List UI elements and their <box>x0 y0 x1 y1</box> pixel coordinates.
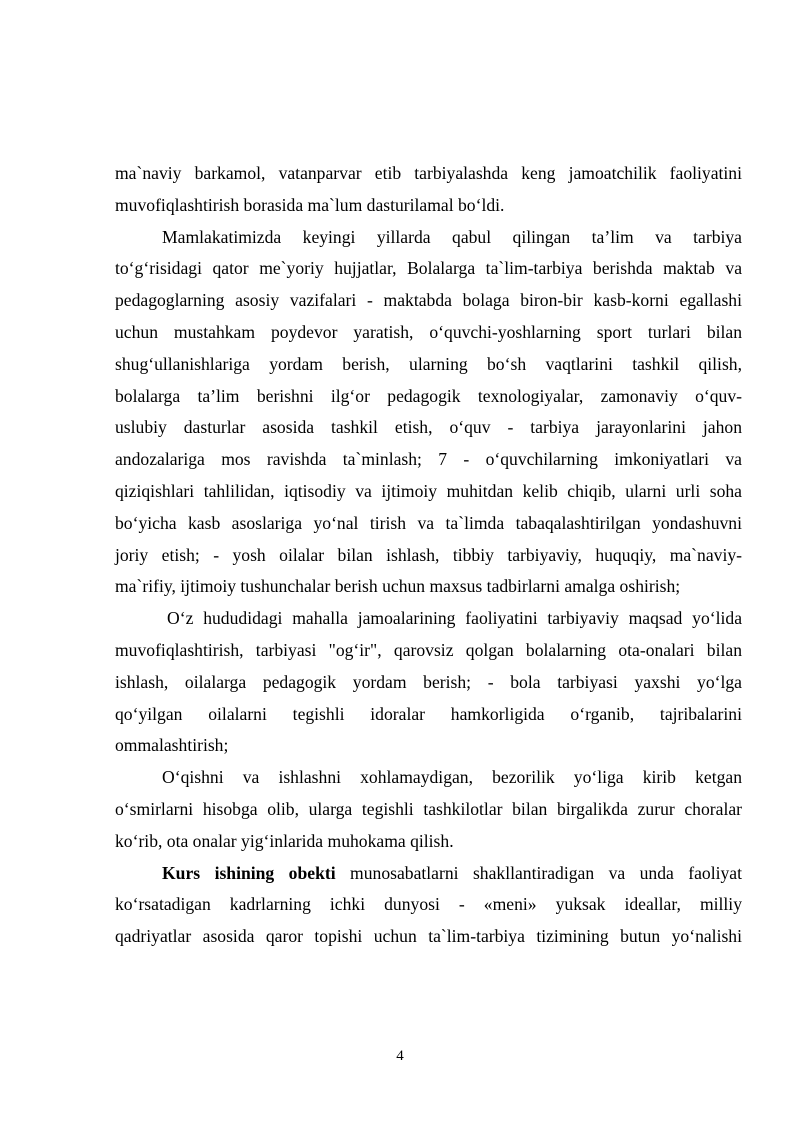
text-line: andozalariga mos ravishda ta`minlash; 7 - o‘quvchilarning imkoniyatlari va <box>115 449 742 470</box>
text-line: qiziqishlari tahlilidan, iqtisodiy va ijtimoiy muhitdan kelib chiqib, ularni urli soha <box>115 480 742 501</box>
text-line: uchun mustahkam poydevor yaratish, o‘quvchi-yoshlarning sport turlari bilan <box>115 321 742 342</box>
document-body <box>115 158 742 953</box>
text-line: ko‘rsatadigan kadrlarning ichki dunyosi - «meni» yuksak ideallar, milliy <box>115 894 742 915</box>
text-line: ma`rifiy, ijtimoiy tushunchalar berish uchun maxsus tadbirlarni amalga oshirish; <box>115 576 681 597</box>
text-line: muvofiqlashtirish, tarbiyasi "og‘ir", qarovsiz qolgan bolalarning ota-onalari bilan <box>115 639 742 660</box>
text-line: bolalarga ta’lim berishni ilg‘or pedagogik texnologiyalar, zamonaviy o‘quv- <box>115 385 742 406</box>
paragraph-start <box>115 858 742 890</box>
text-line: pedagoglarning asosiy vazifalari - maktabda bolaga biron-bir kasb-korni egallashi <box>115 290 742 311</box>
text-line: ko‘rib, ota onalar yig‘inlarida muhokama qilish. <box>115 830 454 851</box>
text-line: muvofiqlashtirish borasida ma`lum dasturilamal bo‘ldi. <box>115 194 505 215</box>
paragraph-start: Mamlakatimizda keyingi yillarda qabul qilingan ta’lim va tarbiya <box>162 226 742 247</box>
paragraph-start: O‘qishni va ishlashni xohlamaydigan, bezorilik yo‘liga kirib ketgan <box>162 767 742 788</box>
text-line: o‘smirlarni hisobga olib, ularga tegishli tashkilotlar bilan birgalikda zurur choralar <box>115 798 742 819</box>
text-line: ma`naviy barkamol, vatanparvar etib tarbiyalashda keng jamoatchilik faoliyatini <box>115 163 742 183</box>
text-line: qadriyatlar asosida qaror topishi uchun ta`lim-tarbiya tizimining butun yo‘nalishi <box>115 926 742 947</box>
text-line: uslubiy dasturlar asosida tashkil etish, o‘quv - tarbiya jarayonlarini jahon <box>115 417 742 438</box>
bold-lead-term: Kurs ishining obekti <box>162 862 336 883</box>
text-line: ishlash, oilalarga pedagogik yordam berish; - bola tarbiyasi yaxshi yo‘lga <box>115 671 742 692</box>
page-number: 4 <box>396 1048 404 1064</box>
text-line: shug‘ullanishlariga yordam berish, ularning bo‘sh vaqtlarini tashkil qilish, <box>115 353 742 374</box>
text-line: joriy etish; - yosh oilalar bilan ishlash, tibbiy tarbiyaviy, huquqiy, ma`naviy- <box>115 544 742 565</box>
text-line: ommalashtirish; <box>115 735 229 756</box>
text-line: to‘g‘risidagi qator me`yoriy hujjatlar, Bolalarga ta`lim-tarbiya berishda maktab va <box>115 258 742 279</box>
bold-lead-continuation: munosabatlarni shakllantiradigan va unda faoliyat <box>335 862 742 883</box>
paragraph-start: O‘z hududidagi mahalla jamoalarining faoliyatini tarbiyaviy maqsad yo‘lida <box>167 608 742 629</box>
text-line: qo‘yilgan oilalarni tegishli idoralar hamkorligida o‘rganib, tajribalarini <box>115 703 742 724</box>
text-line: bo‘yicha kasb asoslariga yo‘nal tirish va ta`limda tabaqalashtirilgan yondashuvni <box>115 512 742 533</box>
